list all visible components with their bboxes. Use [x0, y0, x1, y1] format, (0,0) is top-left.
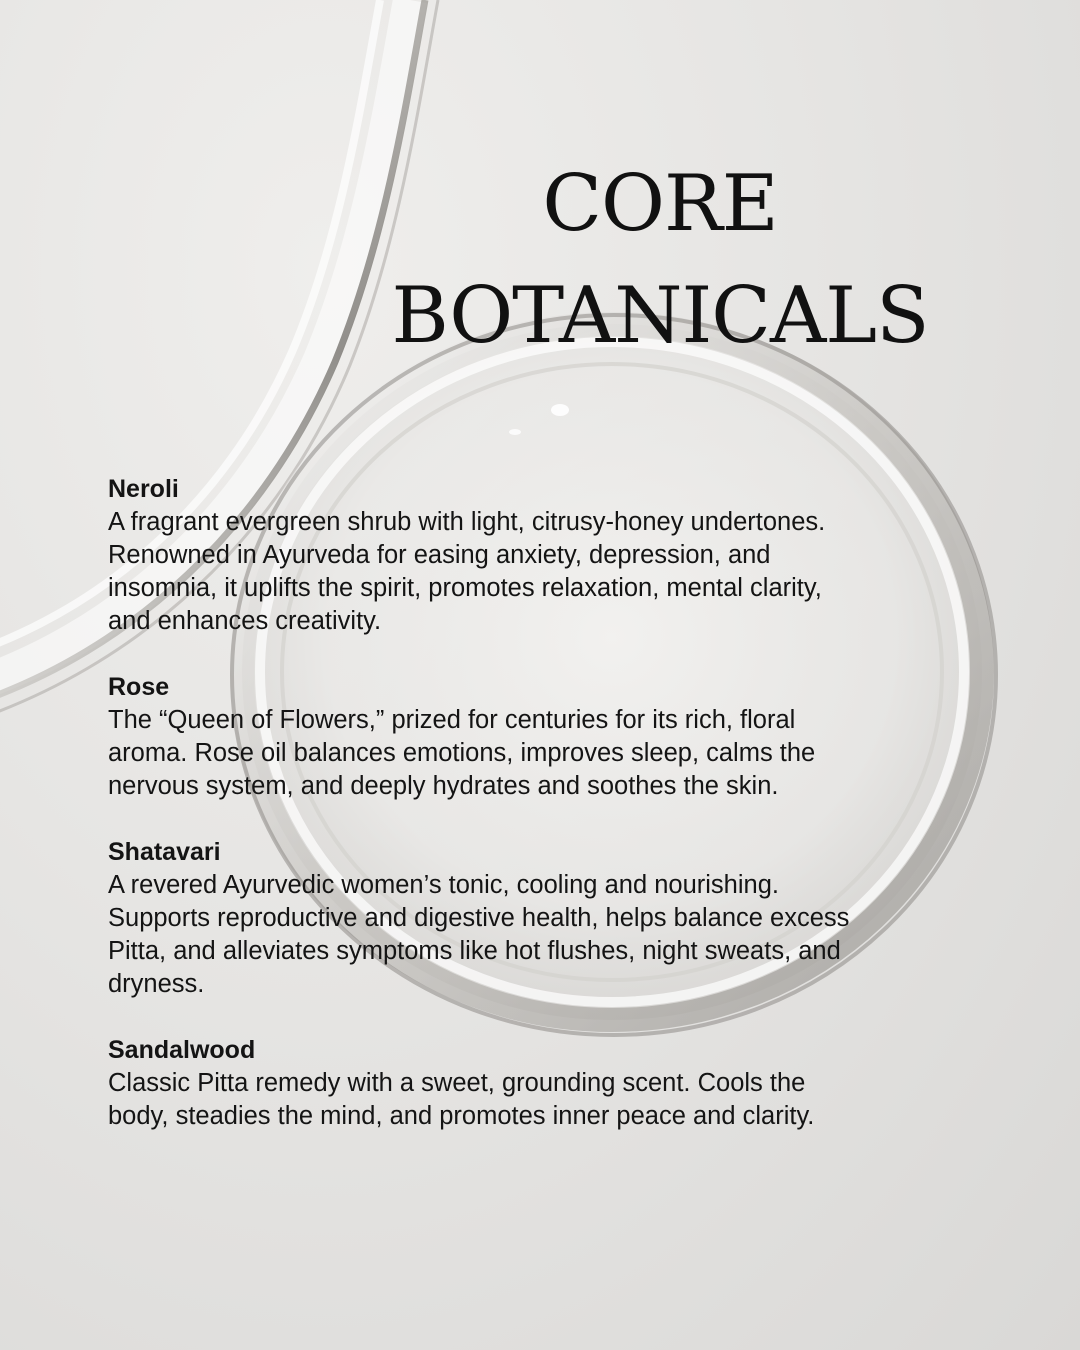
page-title — [370, 148, 950, 372]
botanical-name: Rose — [108, 673, 170, 701]
botanical-shatavari — [108, 836, 988, 1001]
description-line: A revered Ayurvedic women’s tonic, cooling and nourishing. — [108, 871, 779, 899]
description-line: Renowned in Ayurveda for easing anxiety, depression, and — [108, 541, 771, 569]
description-line: aroma. Rose oil balances emotions, improves sleep, calms the — [108, 739, 816, 767]
botanical-description — [108, 704, 988, 803]
botanicals-list — [108, 473, 988, 1166]
description-line: and enhances creativity. — [108, 607, 382, 635]
description-line: body, steadies the mind, and promotes inner peace and clarity. — [108, 1102, 815, 1130]
description-line: insomnia, it uplifts the spirit, promotes relaxation, mental clarity, — [108, 574, 822, 602]
botanical-neroli — [108, 473, 988, 638]
botanical-rose — [108, 671, 988, 803]
botanical-name: Sandalwood — [108, 1036, 256, 1064]
botanical-description — [108, 506, 988, 638]
botanical-name: Neroli — [108, 475, 179, 503]
botanical-name: Shatavari — [108, 838, 221, 866]
description-line: dryness. — [108, 970, 205, 998]
description-line: nervous system, and deeply hydrates and soothes the skin. — [108, 772, 779, 800]
title-line-2: BOTANICALS — [391, 271, 929, 361]
description-line: The “Queen of Flowers,” prized for centuries for its rich, floral — [108, 706, 796, 734]
title-line-1: CORE — [542, 159, 778, 249]
botanical-description — [108, 869, 988, 1001]
description-line: Classic Pitta remedy with a sweet, grounding scent. Cools the — [108, 1069, 806, 1097]
description-line: Supports reproductive and digestive health, helps balance excess — [108, 904, 850, 932]
botanical-sandalwood — [108, 1034, 988, 1133]
description-line: A fragrant evergreen shrub with light, citrusy-honey undertones. — [108, 508, 826, 536]
botanical-description — [108, 1067, 988, 1133]
description-line: Pitta, and alleviates symptoms like hot flushes, night sweats, and — [108, 937, 841, 965]
